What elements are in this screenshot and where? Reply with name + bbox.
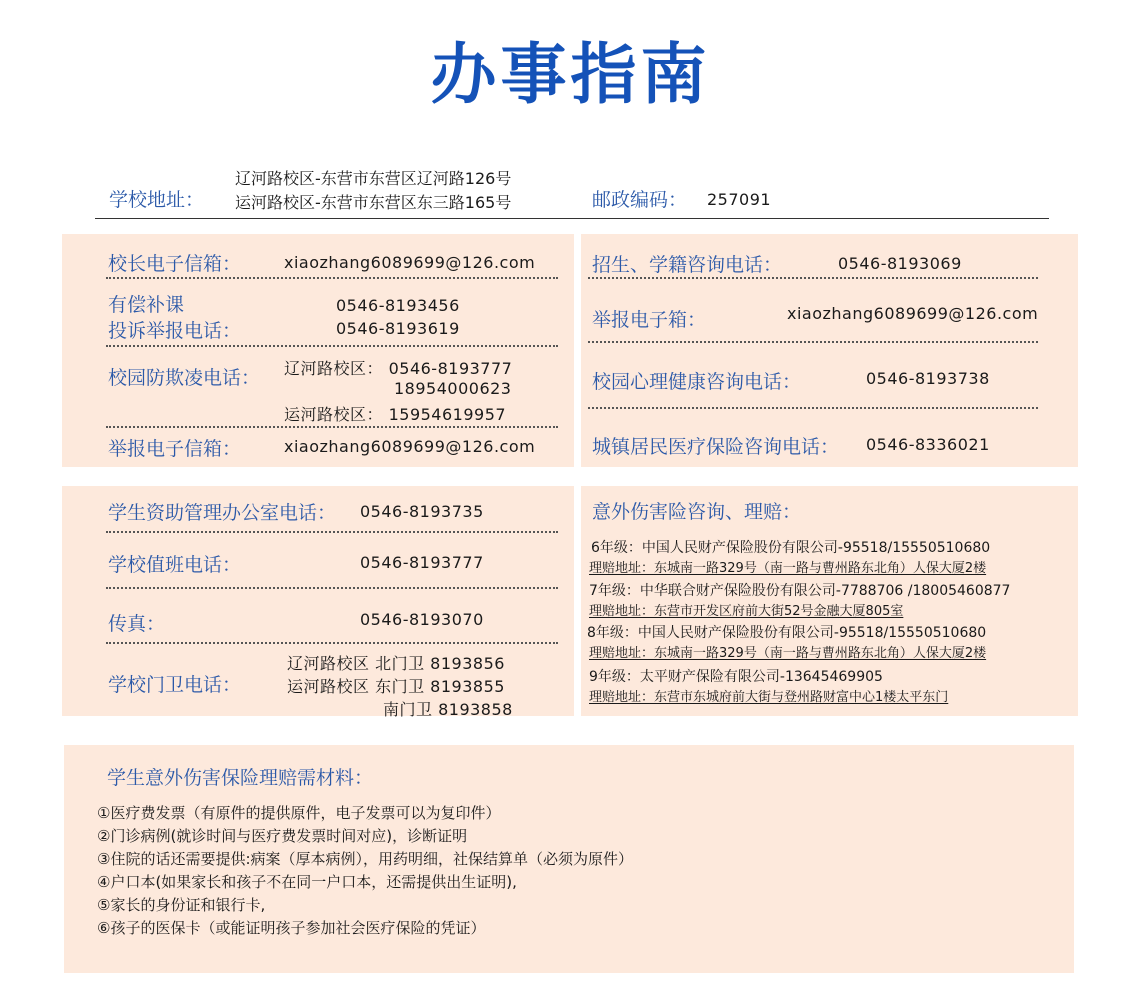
claim-item-6: ⑥孩子的医保卡（或能证明孩子参加社会医疗保险的凭证）: [97, 919, 486, 937]
anti-bullying-label: 校园防欺凌电话：: [108, 367, 261, 389]
postcode-label: 邮政编码：: [592, 189, 688, 211]
medical-insurance-label: 城镇居民医疗保险咨询电话：: [592, 436, 840, 458]
gate-line-2: 运河路校区 东门卫 8193855: [287, 677, 505, 696]
divider: [106, 531, 558, 533]
insurance-grade-6-address: 理赔地址：东城南一路329号（南一路与曹州路东北角）人保大厦2楼: [589, 561, 987, 576]
tutoring-phone-1: 0546-8193456: [336, 296, 460, 315]
anti-bullying-line-3: 运河路校区： 15954619957: [284, 405, 507, 424]
claim-item-3: ③住院的话还需要提供:病案（厚本病例），用药明细，社保结算单（必须为原件）: [97, 850, 634, 868]
insurance-grade-6: 6年级：中国人民财产保险股份有限公司-95518/15550510680: [591, 540, 991, 556]
divider: [106, 426, 558, 428]
aid-office-label: 学生资助管理办公室电话：: [108, 502, 337, 524]
mental-health-phone: 0546-8193738: [866, 369, 990, 388]
report-email[interactable]: xiaozhang6089699@126.com: [284, 437, 536, 456]
insurance-grade-9: 9年级：太平财产保险有限公司-13645469905: [589, 669, 883, 685]
insurance-grade-8-address: 理赔地址：东城南一路329号（南一路与曹州路东北角）人保大厦2楼: [589, 646, 987, 661]
divider: [106, 277, 558, 279]
duty-phone: 0546-8193777: [360, 553, 484, 572]
duty-label: 学校值班电话：: [108, 554, 242, 576]
gate-line-3: 南门卫 8193858: [383, 700, 513, 719]
tutoring-label-2: 投诉举报电话：: [108, 320, 242, 342]
insurance-grade-8: 8年级：中国人民财产保险股份有限公司-95518/15550510680: [587, 625, 987, 641]
claim-item-5: ⑤家长的身份证和银行卡,: [97, 896, 266, 914]
claim-item-2: ②门诊病例(就诊时间与医疗费发票时间对应)，诊断证明: [97, 827, 468, 845]
claim-item-4: ④户口本(如果家长和孩子不在同一户口本，还需提供出生证明),: [97, 873, 517, 891]
enrollment-label: 招生、学籍咨询电话：: [592, 254, 783, 276]
insurance-heading: 意外伤害险咨询、理赔：: [592, 501, 802, 523]
gate-label: 学校门卫电话：: [108, 674, 242, 696]
anti-bullying-line-1: 辽河路校区： 0546-8193777: [284, 359, 513, 378]
address-line-1: 辽河路校区-东营市东营区辽河路126号: [235, 169, 512, 188]
insurance-grade-7-address: 理赔地址：东营市开发区府前大街52号金融大厦805室: [589, 604, 904, 619]
address-line-2: 运河路校区-东营市东营区东三路165号: [235, 193, 512, 212]
address-label: 学校地址：: [109, 189, 205, 211]
principal-email[interactable]: xiaozhang6089699@126.com: [284, 253, 536, 272]
insurance-grade-9-address: 理赔地址：东营市东城府前大街与登州路财富中心1楼太平东门: [589, 690, 949, 705]
divider: [106, 642, 558, 644]
claim-item-1: ①医疗费发票（有原件的提供原件，电子发票可以为复印件）: [97, 804, 501, 822]
header-divider: [95, 218, 1049, 219]
report-box-email[interactable]: xiaozhang6089699@126.com: [787, 304, 1039, 323]
fax-phone: 0546-8193070: [360, 610, 484, 629]
tutoring-label-1: 有偿补课: [108, 294, 185, 316]
postcode-value: 257091: [707, 190, 772, 209]
divider: [106, 345, 558, 347]
divider: [588, 277, 1038, 279]
divider: [588, 407, 1038, 409]
medical-insurance-phone: 0546-8336021: [866, 435, 990, 454]
fax-label: 传真：: [108, 613, 166, 635]
insurance-grade-7: 7年级：中华联合财产保险股份有限公司-7788706 /18005460877: [589, 583, 1011, 599]
principal-email-label: 校长电子信箱：: [108, 253, 242, 275]
anti-bullying-line-2: 18954000623: [394, 379, 512, 398]
divider: [106, 587, 558, 589]
report-box-label: 举报电子箱：: [592, 309, 707, 331]
mental-health-label: 校园心理健康咨询电话：: [592, 371, 802, 393]
claim-materials-heading: 学生意外伤害保险理赔需材料：: [107, 767, 374, 789]
divider: [588, 341, 1038, 343]
page-title: 办事指南: [430, 36, 711, 113]
report-email-label: 举报电子信箱：: [108, 438, 242, 460]
tutoring-phone-2: 0546-8193619: [336, 319, 460, 338]
gate-line-1: 辽河路校区 北门卫 8193856: [287, 654, 505, 673]
enrollment-phone: 0546-8193069: [838, 254, 962, 273]
aid-office-phone: 0546-8193735: [360, 502, 484, 521]
